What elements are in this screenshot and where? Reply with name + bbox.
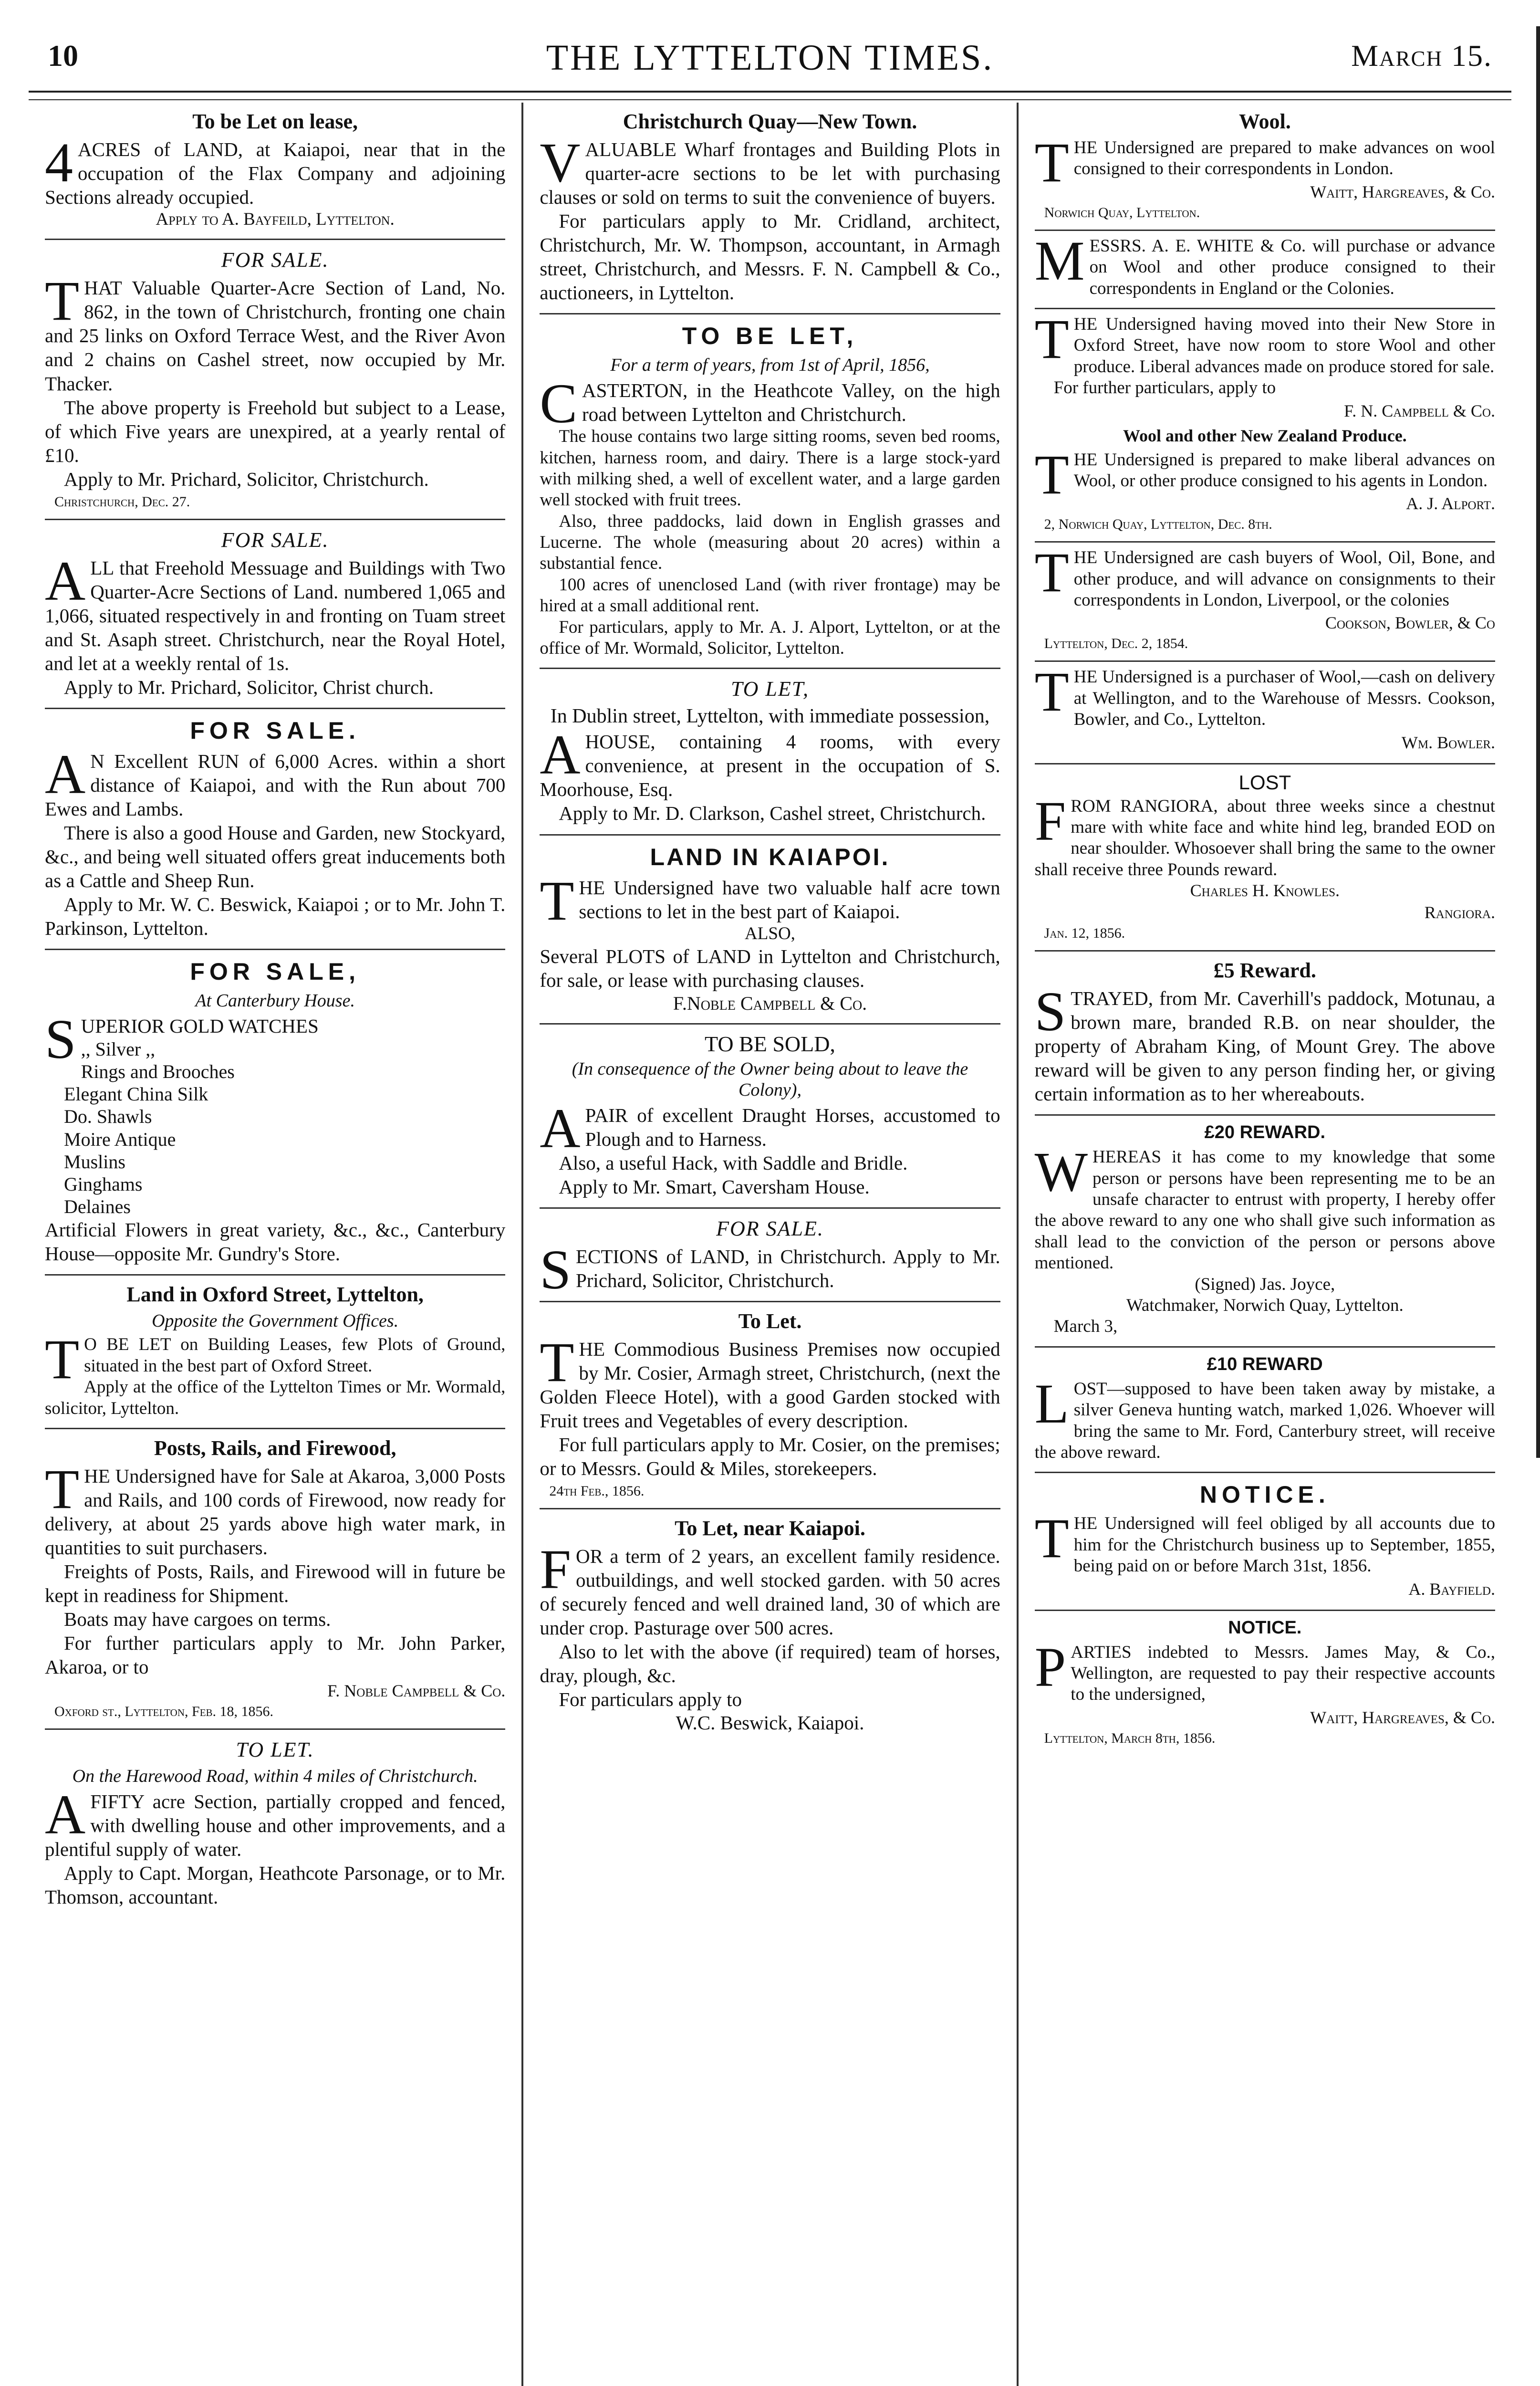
ad-body: HE Undersigned having moved into their New Store in Oxford Street, have now room to store Wool and other produce. Liberal advances made on produce stored for sale. — [1073, 314, 1495, 377]
ad-five-pound-reward — [1035, 952, 1495, 1116]
list-item: Rings and Brooches — [81, 1061, 235, 1082]
ad-body: HOUSE, containing 4 rooms, with every convenience, at present in the occupation of S. Moorhouse, Esq. — [540, 731, 1000, 801]
ad-body: ESSRS. A. E. WHITE & Co. will purchase or advance on Wool and other produce consigned to their correspondents in England or the Colonies. — [1089, 236, 1495, 298]
ad-signature: Waitt, Hargreaves, & Co. — [1310, 1707, 1495, 1727]
ad-body: ROM RANGIORA, about three weeks since a chestnut mare with white face and white hind leg, branded EOD on near shoulder. Whosoever shall bring the same to the owner shall receive three Pounds reward. — [1034, 796, 1495, 879]
ad-body: HE Undersigned is prepared to make liberal advances on Wool, or other produce consigned to his agents in London. — [1073, 450, 1495, 491]
ad-run-for-sale — [45, 709, 505, 950]
drop-cap: A — [45, 743, 86, 806]
ad-sections-christchurch — [540, 1209, 1000, 1302]
drop-cap: A — [540, 1097, 581, 1160]
ad-location: 2, Norwich Quay, Lyttelton, Dec. 8th. — [1044, 516, 1272, 533]
ad-heading: To Let. — [738, 1309, 802, 1333]
drop-cap: C — [540, 372, 578, 435]
ad-body: HE Undersigned will feel obliged by all accounts due to him for the Christchurch business up to September, 1855, being paid on or before March 31st, 1856. — [1073, 1514, 1495, 1576]
newspaper-title: THE LYTTELTON TIMES. — [546, 38, 994, 78]
ad-body-2: For full particulars apply to Mr. Cosier, on the premises; or to Messrs. Gould & Miles, storekeepers. — [540, 1434, 1000, 1480]
ad-signature: Cookson, Bowler, & Co — [1325, 613, 1495, 633]
ad-heading: FOR SALE. — [221, 528, 329, 552]
ad-location: Lyttelton, Dec. 2, 1854. — [1044, 636, 1188, 652]
ad-location: Oxford st., Lyttelton, Feb. 18, 1856. — [54, 1704, 274, 1720]
masthead-rule — [29, 91, 1511, 100]
ad-apply: Apply to Mr. Prichard, Solicitor, Christ church. — [64, 676, 434, 698]
ad-body-2: The house contains two large sitting rooms, seven bed rooms, kitchen, harness room, and dairy. There is a large stock-yard with milking shed, a well of excellent water, and a large garden well stocked with fruit trees. — [540, 427, 1000, 510]
ad-heading: £5 Reward. — [1213, 959, 1316, 983]
column-3 — [1017, 103, 1511, 2386]
ad-subheading: For a term of years, from 1st of April, 1856, — [610, 355, 930, 376]
ad-wool-purchaser — [1035, 662, 1495, 764]
column-1 — [29, 103, 521, 2386]
masthead — [29, 29, 1511, 86]
drop-cap: T — [45, 1457, 80, 1520]
page-number: 10 — [48, 39, 78, 73]
ad-quarter-acre-sale — [45, 240, 505, 520]
ad-body-2: Also to let with the above (if required) team of horses, dray, plough, &c. — [540, 1641, 1000, 1687]
ad-body-2: For further particulars, apply to — [1053, 378, 1276, 398]
drop-cap: F — [540, 1538, 571, 1601]
ad-land-kaiapoi — [540, 836, 1000, 1025]
ad-body: HAT Valuable Quarter-Acre Section of Land, No. 862, in the town of Christchurch, fronting one chain and 25 links on Oxford Terrace West, and the River Avon and 2 chains on Cashel street, now occupied by Mr. Thacker. — [45, 277, 506, 395]
ad-body: HE Undersigned are prepared to make advances on wool consigned to their correspondents in London. — [1073, 138, 1495, 179]
ad-body: HE Commodious Business Premises now occupied by Mr. Cosier, Armagh street, Christchurch, (next the Golden Fleece Hotel), with a good Garden stocked with Fruit trees and Vegetables of every description. — [540, 1338, 1000, 1432]
ad-signature: Charles H. Knowles. — [1190, 881, 1340, 900]
ad-business-premises — [540, 1302, 1000, 1509]
ad-body: HE Undersigned are cash buyers of Wool, Oil, Bone, and other produce, and will advance on consignments to their correspondents in London, Liverpool, or the colonies — [1073, 548, 1495, 610]
ad-posts-rails-firewood — [45, 1429, 505, 1730]
ad-heading: Posts, Rails, and Firewood, — [154, 1436, 396, 1460]
ad-heading: FOR SALE. — [221, 248, 329, 272]
ad-subheading: (In consequence of the Owner being about to leave the Colony), — [572, 1058, 968, 1100]
ad-signature: Waitt, Hargreaves, & Co. — [1310, 182, 1495, 201]
ad-date: March 3, — [1053, 1317, 1118, 1337]
ad-signature: Wm. Bowler. — [1401, 733, 1495, 752]
ad-subheading: On the Harewood Road, within 4 miles of Christchurch. — [72, 1766, 478, 1787]
drop-cap: T — [1034, 443, 1069, 506]
ad-heading: TO BE SOLD, — [705, 1031, 835, 1056]
ad-body: N Excellent RUN of 6,000 Acres. within a short distance of Kaiapoi, and with the Run about 700 Ewes and Lambs. — [45, 750, 506, 820]
drop-cap: S — [45, 1007, 76, 1070]
ad-heading: LAND IN KAIAPOI. — [650, 843, 890, 870]
ad-heading: TO LET. — [236, 1738, 314, 1762]
ad-heading: Land in Oxford Street, Lyttelton, — [126, 1283, 424, 1307]
ad-heading: FOR SALE. — [716, 1217, 824, 1241]
drop-cap: W — [1034, 1141, 1088, 1203]
ad-heading: LOST — [1238, 771, 1291, 794]
ad-apply: Apply at the office of the Lyttelton Times or Mr. Wormald, solicitor, Lyttelton. — [45, 1377, 506, 1418]
ad-canterbury-house — [45, 950, 505, 1276]
ad-subheading: At Canterbury House. — [195, 990, 355, 1011]
ad-signature: Watchmaker, Norwich Quay, Lyttelton. — [1126, 1296, 1404, 1316]
ad-body: O BE LET on Building Leases, few Plots of Ground, situated in the best part of Oxford Street. — [84, 1335, 506, 1376]
page-edge-mark — [1536, 26, 1540, 1458]
ad-signature: F. Noble Campbell & Co. — [327, 1681, 506, 1701]
ad-harewood-road — [45, 1730, 505, 1917]
drop-cap: T — [540, 1331, 574, 1394]
ad-signature: W.C. Beswick, Kaiapoi. — [676, 1712, 864, 1734]
ad-body: TRAYED, from Mr. Caverhill's paddock, Motunau, a brown mare, branded R.B. on near shoulder, the property of Abraham King, of Mount Grey. The above reward will be given to any person finding her, or giving certain information as to her whereabouts. — [1034, 987, 1495, 1105]
ad-heading: NOTICE. — [1228, 1617, 1302, 1638]
ad-ae-white — [1035, 231, 1495, 309]
ad-heading: Wool. — [1238, 110, 1291, 133]
ad-heading: £20 REWARD. — [1204, 1122, 1326, 1143]
ad-body: ARTIES indebted to Messrs. James May, & Co., Wellington, are requested to pay their respective accounts to the undersigned, — [1071, 1642, 1495, 1705]
ad-body-4: 100 acres of unenclosed Land (with river frontage) may be hired at a small additional rent. — [540, 575, 1000, 616]
ad-body: ACRES of LAND, at Kaiapoi, near that in the occupation of the Flax Company and adjoining Sections already occupied. — [45, 138, 506, 209]
ad-body-2: Also, a useful Hack, with Saddle and Bridle. — [559, 1151, 908, 1174]
drop-cap: T — [1034, 1507, 1069, 1570]
ad-heading: Christchurch Quay—New Town. — [623, 110, 917, 133]
drop-cap: F — [1034, 789, 1066, 852]
column-2 — [521, 103, 1016, 2386]
ad-body-3: For particulars apply to — [559, 1688, 742, 1711]
drop-cap: T — [1034, 307, 1069, 370]
ad-oxford-street-land — [45, 1276, 505, 1429]
ad-heading: £10 REWARD — [1207, 1354, 1323, 1374]
ad-heading: Wool and other New Zealand Produce. — [1123, 426, 1407, 445]
ad-signed: (Signed) Jas. Joyce, — [1195, 1274, 1335, 1294]
ad-signature: A. Bayfield. — [1408, 1579, 1495, 1599]
ad-apply: Apply to Mr. Prichard, Solicitor, Christchurch. — [64, 468, 429, 490]
ad-signature: F. N. Campbell & Co. — [1344, 401, 1495, 420]
list-item: ,, Silver ,, — [81, 1038, 156, 1060]
list-item: Delaines — [64, 1196, 131, 1218]
drop-cap: T — [1034, 660, 1069, 723]
drop-cap: T — [1034, 131, 1069, 194]
ad-body: ASTERTON, in the Heathcote Valley, on the high road between Lyttelton and Christchurch. — [582, 379, 1000, 426]
drop-cap: T — [1034, 541, 1069, 604]
drop-cap: 4 — [45, 131, 73, 194]
drop-cap: T — [45, 270, 80, 333]
ad-body: HEREAS it has come to my knowledge that some person or persons have been representing me to be an unsafe character to entrust with property, I hereby offer the above reward to any one who shall give such information as shall lead to the conviction of the person or persons above mentioned. — [1034, 1147, 1495, 1273]
ad-location: Jan. 12, 1856. — [1044, 925, 1125, 942]
ad-body-2: There is also a good House and Garden, new Stockyard, &c., and being well situated offers great inducements both as a Cattle and Sheep Run. — [45, 821, 506, 891]
ad-body-5: For particulars, apply to Mr. A. J. Alport, Lyttelton, or at the office of Mr. Wormald, Solicitor, Lyttelton. — [540, 617, 1000, 659]
ad-lost-mare — [1035, 764, 1495, 952]
ad-heading: FOR SALE. — [190, 717, 360, 744]
ad-heading: FOR SALE, — [190, 958, 360, 985]
ad-body: HE Undersigned have two valuable half acre town sections to let in the best part of Kaiapoi. — [579, 876, 1000, 922]
ad-dublin-street — [540, 669, 1000, 835]
list-item: Muslins — [64, 1151, 125, 1172]
ad-body-2: The above property is Freehold but subject to a Lease, of which Five years are unexpired, at a yearly rental of £10. — [45, 396, 506, 466]
ad-notice-james-may — [1035, 1611, 1495, 1755]
ad-heading: NOTICE. — [1199, 1481, 1330, 1508]
ad-heading: To Let, near Kaiapoi. — [675, 1517, 865, 1540]
goods-list — [64, 1038, 505, 1218]
ad-location: Christchurch, Dec. 27. — [54, 493, 190, 510]
ad-apply: Apply to A. Bayfeild, Lyttelton. — [156, 209, 395, 230]
ad-lease-kaiapoi — [45, 103, 505, 240]
list-item: Moire Antique — [64, 1128, 176, 1150]
drop-cap: A — [45, 1783, 86, 1846]
ad-body: Artificial Flowers in great variety, &c., &c., Canterbury House—opposite Mr. Gundry's Store. — [45, 1219, 506, 1265]
ad-apply: Apply to Mr. D. Clarkson, Cashel street, Christchurch. — [559, 802, 986, 825]
ad-also: ALSO, — [745, 923, 795, 943]
drop-cap: S — [1034, 980, 1066, 1043]
ad-body: OR a term of 2 years, an excellent family residence. outbuildings, and well stocked garden. with 50 acres of securely fenced and well drained land, 30 of which are under crop. Pasturage over 500 acres. — [540, 1545, 1000, 1639]
ad-body: ECTIONS of LAND, in Christchurch. Apply to Mr. Prichard, Solicitor, Christchurch. — [575, 1245, 1000, 1292]
drop-cap: V — [540, 131, 581, 194]
ad-body: HE Undersigned have for Sale at Akaroa, 3,000 Posts and Rails, and 100 cords of Firewood, now ready for delivery, at about 25 yards above high water mark, in quantities to suit purchasers. — [45, 1465, 506, 1559]
ad-signature: F.Noble Campbell & Co. — [673, 992, 867, 1014]
ad-body: FIFTY acre Section, partially cropped and fenced, with dwelling house and other improvements, and a plentiful supply of water. — [45, 1790, 506, 1861]
ad-body-2: For particulars apply to Mr. Cridland, architect, Christchurch, Mr. W. Thompson, accountant, in Armagh street, Christchurch, and Messrs. F. N. Campbell & Co., auctioneers, in Lyttelton. — [540, 210, 1000, 304]
ad-ten-pound-reward — [1035, 1348, 1495, 1474]
ad-freehold-messuage — [45, 520, 505, 709]
ad-first-line: UPERIOR GOLD WATCHES — [81, 1015, 319, 1037]
ad-new-store — [1035, 309, 1495, 543]
issue-date: March 15. — [1351, 39, 1492, 73]
ad-signature: A. J. Alport. — [1406, 494, 1495, 513]
ad-apply: Apply to Mr. W. C. Beswick, Kaiapoi ; or to Mr. John T. Parkinson, Lyttelton. — [45, 893, 506, 939]
ad-body: HE Undersigned is a purchaser of Wool,—cash on delivery at Wellington, and to the Warehouse of Messrs. Cookson, Bowler, and Co., Lyttelton. — [1073, 667, 1495, 730]
drop-cap: T — [45, 1328, 80, 1391]
ad-heading: TO LET, — [730, 677, 809, 701]
ad-body: LL that Freehold Messuage and Buildings with Two Quarter-Acre Sections of Land. numbered 1,065 and 1,066, situated respectively in and fronting on Tuam street and St. Asaph street. Christchurch, near the Royal Hotel, and let at a weekly rental of 1s. — [45, 556, 506, 674]
ad-body: OST—supposed to have been taken away by mistake, a silver Geneva hunting watch, marked 1,026. Whoever will bring the same to Mr. Ford, Canterbury street, will receive the above reward. — [1034, 1379, 1495, 1462]
ad-body-2: Freights of Posts, Rails, and Firewood will in future be kept in readiness for Shipment. — [45, 1560, 506, 1606]
drop-cap: S — [540, 1238, 571, 1301]
ad-subheading: Opposite the Government Offices. — [152, 1311, 399, 1331]
ad-cash-buyers — [1035, 543, 1495, 662]
ad-apply: Apply to Capt. Morgan, Heathcote Parsonage, or to Mr. Thomson, accountant. — [45, 1862, 506, 1908]
ad-subline: In Dublin street, Lyttelton, with immediate possession, — [550, 705, 990, 728]
ad-wool — [1035, 103, 1495, 231]
drop-cap: A — [45, 549, 86, 612]
list-item: Ginghams — [64, 1173, 143, 1195]
ad-body-3: Also, three paddocks, laid down in English grasses and Lucerne. The whole (measuring about 20 acres) within a substantial fence. — [540, 511, 1000, 574]
ad-body-3: Boats may have cargoes on terms. — [64, 1608, 331, 1630]
ad-location: 24th Feb., 1856. — [549, 1483, 645, 1499]
columns — [29, 103, 1511, 2386]
drop-cap: M — [1034, 229, 1085, 292]
ad-twenty-pound-reward — [1035, 1116, 1495, 1348]
ad-casterton — [540, 314, 1000, 669]
ad-notice-bayfield — [1035, 1473, 1495, 1611]
ad-draught-horses — [540, 1025, 1000, 1209]
ad-near-kaiapoi — [540, 1509, 1000, 1743]
ad-location: Lyttelton, March 8th, 1856. — [1044, 1730, 1216, 1746]
list-item: Elegant China Silk — [64, 1083, 208, 1105]
ad-christchurch-quay — [540, 103, 1000, 314]
ad-heading: TO BE LET, — [682, 323, 858, 350]
ad-body-4: For further particulars apply to Mr. John Parker, Akaroa, or to — [45, 1632, 506, 1678]
ad-body: ALUABLE Wharf frontages and Building Plots in quarter-acre sections to be let with purchasing clauses or sold on terms to suit the convenience of buyers. — [540, 138, 1000, 209]
ad-heading: To be Let on lease, — [192, 110, 358, 133]
ad-signature-2: Rangiora. — [1424, 903, 1495, 922]
ad-location: Norwich Quay, Lyttelton. — [1044, 204, 1200, 220]
drop-cap: A — [540, 723, 581, 786]
drop-cap: L — [1034, 1372, 1069, 1435]
list-item: Do. Shawls — [64, 1106, 152, 1128]
ad-body-2: Several PLOTS of LAND in Lyttelton and Christchurch, for sale, or lease with purchasing clauses. — [540, 945, 1000, 991]
drop-cap: T — [540, 869, 574, 932]
ad-apply: Apply to Mr. Smart, Caversham House. — [559, 1176, 870, 1198]
drop-cap: P — [1034, 1635, 1066, 1698]
ad-body: PAIR of excellent Draught Horses, accustomed to Plough and to Harness. — [585, 1104, 1000, 1150]
